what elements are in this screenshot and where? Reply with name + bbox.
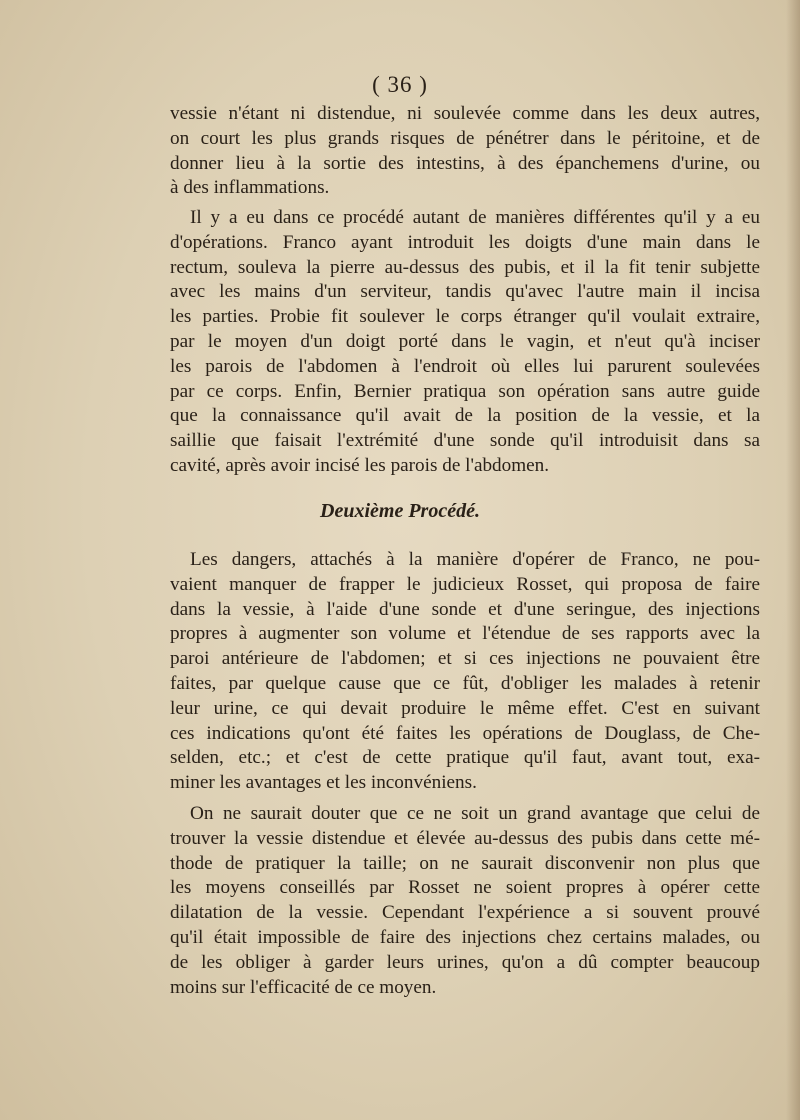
text-line: faites, par quelque cause que ce fût, d'obliger les malades à retenir [170,672,760,694]
text-line: Il y a eu dans ce procédé autant de manières différentes qu'il y a eu [190,207,760,228]
text-line: vessie n'étant ni distendue, ni soulevée comme dans les deux autres, [170,103,760,124]
text-line: dans la vessie, à l'aide d'une sonde et d'une seringue, des injections [170,598,760,620]
text-line: selden, etc.; et c'est de cette pratique qu'il faut, avant tout, exa- [170,747,760,769]
text-line: de les obliger à garder leurs urines, qu'on a dû compter beaucoup [170,951,760,973]
section-heading: Deuxième Procédé. [320,500,480,522]
text-line: cavité, après avoir incisé les parois de l'abdomen. [170,454,550,476]
text-line: rectum, souleva la pierre au-dessus des pubis, et il la fit tenir subjette [170,256,760,278]
text-line: on court les plus grands risques de pénétrer dans le péritoine, et de [170,127,760,149]
text-line: qu'il était impossible de faire des injections chez certains malades, ou [170,926,760,948]
paragraph-4 [170,802,760,1000]
text-line: avec les mains d'un serviteur, tandis qu'avec l'autre main il incisa [170,281,760,303]
text-line: les parois de l'abdomen à l'endroit où elles lui parurent soulevées [170,355,760,377]
text-line: que la connaissance qu'il avait de la position de la vessie, et la [170,405,760,427]
paragraph-3 [170,548,760,796]
text-line: paroi antérieure de l'abdomen; et si ces injections ne pouvaient être [170,648,760,670]
text-line: miner les avantages et les inconvéniens. [170,772,477,794]
text-line: les moyens conseillés par Rosset ne soient propres à opérer cette [170,877,760,899]
text-line: On ne saurait douter que ce ne soit un grand avantage que celui de [190,803,760,824]
text-line: dilatation de la vessie. Cependant l'expérience a si souvent prouvé [170,902,760,924]
text-line: trouver la vessie distendue et élevée au-dessus des pubis dans cette mé- [170,827,760,849]
text-line: saillie que faisait l'extrémité d'une sonde qu'il introduisit dans sa [170,430,760,452]
page-edge-shadow [786,0,800,1120]
text-line: les parties. Probie fit soulever le corps étranger qu'il voulait extraire, [170,306,760,328]
text-line: par le moyen d'un doigt porté dans le vagin, et n'eut qu'à inciser [170,330,760,352]
text-line: moins sur l'efficacité de ce moyen. [170,976,437,998]
text-line: à des inflammations. [170,177,330,199]
text-line: Les dangers, attachés à la manière d'opérer de Franco, ne pou- [190,549,760,570]
paragraph-1 [170,102,760,201]
text-line: propres à augmenter son volume et l'étendue de ses rapports avec la [170,623,760,645]
text-line: donner lieu à la sortie des intestins, à des épanchemens d'urine, ou [170,152,760,174]
paragraph-2 [170,206,760,479]
text-line: par ce corps. Enfin, Bernier pratiqua son opération sans autre guide [170,380,760,402]
text-line: vaient manquer de frapper le judicieux Rosset, qui proposa de faire [170,573,760,595]
page-number: ( 36 ) [372,72,428,97]
text-line: leur urine, ce qui devait produire le même effet. C'est en suivant [170,697,760,719]
text-line: ces indications qu'ont été faites les opérations de Douglass, de Che- [170,722,760,744]
text-line: d'opérations. Franco ayant introduit les doigts d'une main dans le [170,231,760,253]
text-line: thode de pratiquer la taille; on ne saurait disconvenir non plus que [170,852,760,874]
